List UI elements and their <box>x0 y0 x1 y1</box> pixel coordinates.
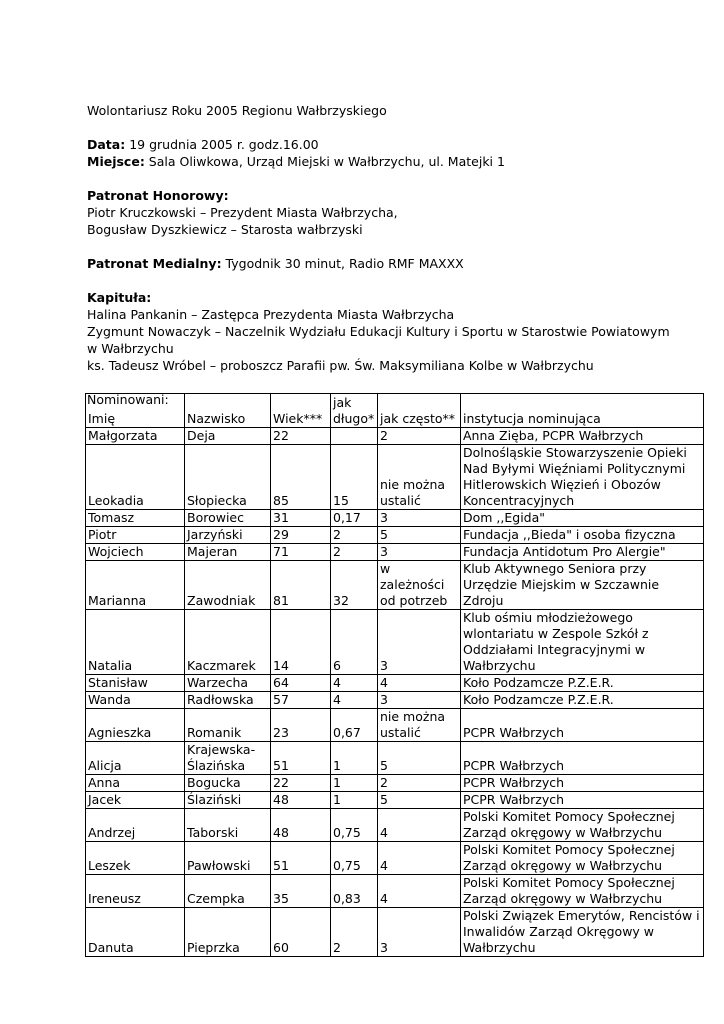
age-cell: 14 <box>271 610 331 675</box>
nominees-table <box>85 393 704 957</box>
first-name-cell: Agnieszka <box>86 709 185 742</box>
table-row <box>86 610 704 675</box>
first-name-cell: Wojciech <box>86 544 185 561</box>
column-header: Wiek*** <box>271 394 331 428</box>
last-name-cell: Czempka <box>185 875 271 908</box>
table-row <box>86 842 704 875</box>
media-patronage-label: Patronat Medialny: <box>87 256 222 271</box>
institution-cell: Koło Podzamcze P.Z.E.R. <box>461 675 704 692</box>
first-name-cell: Małgorzata <box>86 428 185 445</box>
table-row <box>86 445 704 510</box>
column-header: Nazwisko <box>185 394 271 428</box>
institution-cell: Polski Komitet Pomocy Społecznej Zarząd okręgowy w Wałbrzychu <box>461 809 704 842</box>
first-name-cell: Tomasz <box>86 510 185 527</box>
duration-cell: 2 <box>331 908 378 957</box>
honorary-patronage-heading: Patronat Honorowy: <box>87 188 229 203</box>
last-name-cell: Krajewska-Ślazińska <box>185 742 271 775</box>
table-row <box>86 742 704 775</box>
duration-cell: 2 <box>331 544 378 561</box>
first-name-cell: Piotr <box>86 527 185 544</box>
first-name-cell: Marianna <box>86 561 185 610</box>
table-row <box>86 809 704 842</box>
last-name-cell: Zawodniak <box>185 561 271 610</box>
last-name-cell: Pawłowski <box>185 842 271 875</box>
table-header-row <box>86 394 704 428</box>
last-name-cell: Jarzyński <box>185 527 271 544</box>
table-row <box>86 510 704 527</box>
first-name-cell: Leokadia <box>86 445 185 510</box>
frequency-cell: 4 <box>378 842 461 875</box>
table-row <box>86 775 704 792</box>
duration-cell: 1 <box>331 742 378 775</box>
frequency-cell: 3 <box>378 544 461 561</box>
age-cell: 48 <box>271 792 331 809</box>
frequency-cell: 5 <box>378 742 461 775</box>
institution-cell: Polski Komitet Pomocy Społecznej Zarząd okręgowy w Wałbrzychu <box>461 842 704 875</box>
table-row <box>86 527 704 544</box>
frequency-cell: 5 <box>378 792 461 809</box>
table-row <box>86 792 704 809</box>
institution-cell: Koło Podzamcze P.Z.E.R. <box>461 692 704 709</box>
last-name-cell: Borowiec <box>185 510 271 527</box>
last-name-cell: Deja <box>185 428 271 445</box>
age-cell: 57 <box>271 692 331 709</box>
institution-cell: Anna Zięba, PCPR Wałbrzych <box>461 428 704 445</box>
institution-cell: PCPR Wałbrzych <box>461 709 704 742</box>
institution-cell: PCPR Wałbrzych <box>461 775 704 792</box>
frequency-cell: 2 <box>378 428 461 445</box>
age-cell: 60 <box>271 908 331 957</box>
first-name-cell: Stanisław <box>86 675 185 692</box>
frequency-cell: w zależności od potrzeb <box>378 561 461 610</box>
last-name-cell: Romanik <box>185 709 271 742</box>
institution-cell: Fundacja Antidotum Pro Alergie" <box>461 544 704 561</box>
table-row <box>86 428 704 445</box>
age-cell: 22 <box>271 775 331 792</box>
last-name-cell: Pieprzka <box>185 908 271 957</box>
place-value: Sala Oliwkowa, Urząd Miejski w Wałbrzychu, ul. Matejki 1 <box>144 154 505 169</box>
document-header <box>87 103 687 409</box>
media-patronage-value: Tygodnik 30 minut, Radio RMF MAXXX <box>221 256 464 271</box>
column-header: jak długo* <box>331 394 378 428</box>
frequency-cell: 3 <box>378 908 461 957</box>
first-name-cell: Danuta <box>86 908 185 957</box>
frequency-cell: 2 <box>378 775 461 792</box>
institution-cell: Klub Aktywnego Seniora przy Urzędzie Miejskim w Szczawnie Zdroju <box>461 561 704 610</box>
age-cell: 81 <box>271 561 331 610</box>
frequency-cell: 3 <box>378 692 461 709</box>
institution-cell: Polski Związek Emerytów, Rencistów i Inwalidów Zarząd Okręgowy w Wałbrzychu <box>461 908 704 957</box>
age-cell: 23 <box>271 709 331 742</box>
column-header: Imię <box>86 394 185 428</box>
duration-cell: 0,67 <box>331 709 378 742</box>
frequency-cell: 3 <box>378 510 461 527</box>
last-name-cell: Ślaziński <box>185 792 271 809</box>
table-row <box>86 675 704 692</box>
first-name-cell: Ireneusz <box>86 875 185 908</box>
duration-cell: 0,83 <box>331 875 378 908</box>
frequency-cell: nie można ustalić <box>378 445 461 510</box>
frequency-cell: 5 <box>378 527 461 544</box>
last-name-cell: Radłowska <box>185 692 271 709</box>
table-row <box>86 875 704 908</box>
chapter-member: Halina Pankanin – Zastępca Prezydenta Miasta Wałbrzycha <box>87 307 455 322</box>
table-row <box>86 908 704 957</box>
date-label: Data: <box>87 137 126 152</box>
age-cell: 64 <box>271 675 331 692</box>
age-cell: 35 <box>271 875 331 908</box>
place-line <box>87 154 687 171</box>
institution-cell: PCPR Wałbrzych <box>461 792 704 809</box>
first-name-cell: Leszek <box>86 842 185 875</box>
first-name-cell: Jacek <box>86 792 185 809</box>
age-cell: 31 <box>271 510 331 527</box>
last-name-cell: Bogucka <box>185 775 271 792</box>
date-line <box>87 137 687 154</box>
honorary-patron: Piotr Kruczkowski – Prezydent Miasta Wałbrzycha, <box>87 205 398 220</box>
chapter-heading: Kapituła: <box>87 290 152 305</box>
frequency-cell: 4 <box>378 875 461 908</box>
duration-cell: 1 <box>331 792 378 809</box>
nominees-label: Nominowani: <box>87 392 169 407</box>
duration-cell: 0,75 <box>331 809 378 842</box>
frequency-cell: 4 <box>378 675 461 692</box>
duration-cell: 0,17 <box>331 510 378 527</box>
last-name-cell: Taborski <box>185 809 271 842</box>
first-name-cell: Anna <box>86 775 185 792</box>
chapter-member: ks. Tadeusz Wróbel – proboszcz Parafii pw. Św. Maksymiliana Kolbe w Wałbrzychu <box>87 358 594 373</box>
first-name-cell: Andrzej <box>86 809 185 842</box>
first-name-cell: Wanda <box>86 692 185 709</box>
last-name-cell: Kaczmarek <box>185 610 271 675</box>
duration-cell: 4 <box>331 692 378 709</box>
age-cell: 22 <box>271 428 331 445</box>
table-row <box>86 561 704 610</box>
first-name-cell: Alicja <box>86 742 185 775</box>
duration-cell: 32 <box>331 561 378 610</box>
institution-cell: Polski Komitet Pomocy Społecznej Zarząd okręgowy w Wałbrzychu <box>461 875 704 908</box>
institution-cell: Klub ośmiu młodzieżowego wlontariatu w Zespole Szkół z Oddziałami Integracyjnymi w Wałbrzychu <box>461 610 704 675</box>
duration-cell: 4 <box>331 675 378 692</box>
duration-cell: 0,75 <box>331 842 378 875</box>
duration-cell: 2 <box>331 527 378 544</box>
document-title: Wolontariusz Roku 2005 Regionu Wałbrzyskiego <box>87 103 387 118</box>
age-cell: 71 <box>271 544 331 561</box>
last-name-cell: Majeran <box>185 544 271 561</box>
frequency-cell: nie można ustalić <box>378 709 461 742</box>
table-row <box>86 692 704 709</box>
age-cell: 51 <box>271 742 331 775</box>
media-patronage-line <box>87 256 687 273</box>
duration-cell <box>331 428 378 445</box>
age-cell: 51 <box>271 842 331 875</box>
column-header: jak często** <box>378 394 461 428</box>
frequency-cell: 3 <box>378 610 461 675</box>
chapter-member: w Wałbrzychu <box>87 341 174 356</box>
frequency-cell: 4 <box>378 809 461 842</box>
table-row <box>86 544 704 561</box>
institution-cell: Dolnośląskie Stowarzyszenie Opieki Nad Byłymi Więźniami Politycznymi Hitlerowskich Więzień i Obozów Koncentracyjnych <box>461 445 704 510</box>
chapter-member: Zygmunt Nowaczyk – Naczelnik Wydziału Edukacji Kultury i Sportu w Starostwie Powiatowym <box>87 324 670 339</box>
duration-cell: 6 <box>331 610 378 675</box>
institution-cell: PCPR Wałbrzych <box>461 742 704 775</box>
first-name-cell: Natalia <box>86 610 185 675</box>
age-cell: 29 <box>271 527 331 544</box>
duration-cell: 1 <box>331 775 378 792</box>
date-value: 19 grudnia 2005 r. godz.16.00 <box>125 137 319 152</box>
age-cell: 85 <box>271 445 331 510</box>
institution-cell: Fundacja ,,Bieda" i osoba fizyczna <box>461 527 704 544</box>
last-name-cell: Warzecha <box>185 675 271 692</box>
duration-cell: 15 <box>331 445 378 510</box>
institution-cell: Dom ,,Egida" <box>461 510 704 527</box>
table-row <box>86 709 704 742</box>
place-label: Miejsce: <box>87 154 145 169</box>
last-name-cell: Słopiecka <box>185 445 271 510</box>
honorary-patron: Bogusław Dyszkiewicz – Starosta wałbrzyski <box>87 222 363 237</box>
age-cell: 48 <box>271 809 331 842</box>
column-header: instytucja nominująca <box>461 394 704 428</box>
